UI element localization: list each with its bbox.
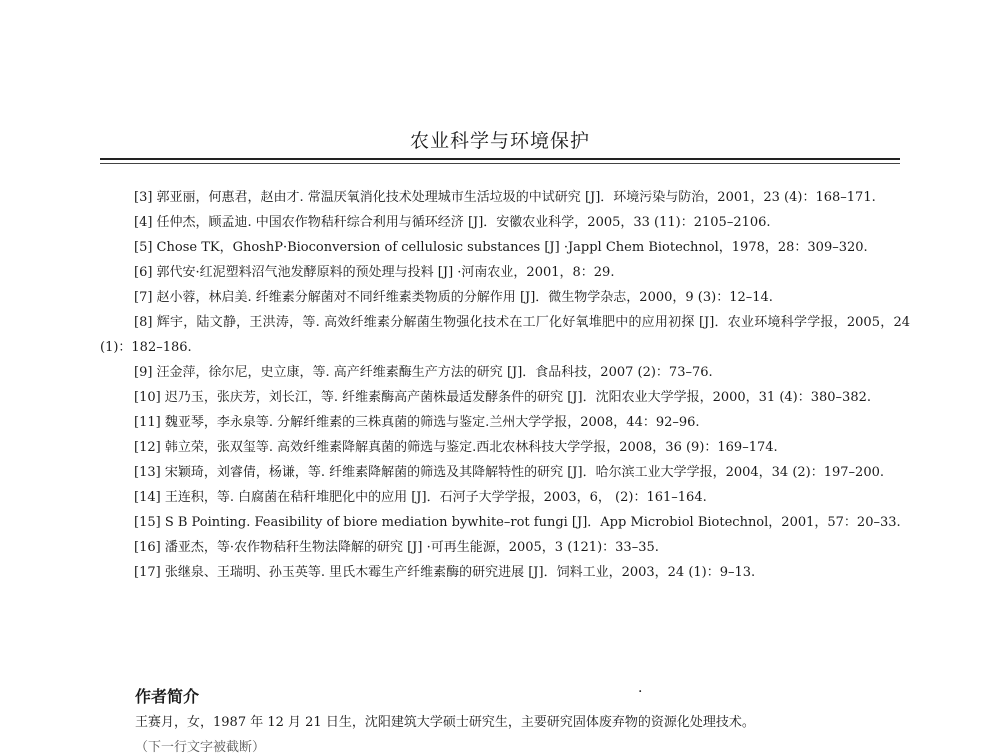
reference-item: [14] 王连积，等. 白腐菌在秸秆堆肥化中的应用 [J]．石河子大学学报，2003，6， (2)：161–164. [134,490,707,505]
reference-item: [7] 赵小蓉，林启美. 纤维素分解菌对不同纤维素类物质的分解作用 [J]．微生物学杂志，2000，9 (3)：12–14. [134,290,773,305]
reference-item: [11] 魏亚琴，李永泉等. 分解纤维素的三株真菌的筛选与鉴定.兰州大学学报，2008，44：92–96. [134,415,700,430]
reference-item: [4] 任仲杰，顾孟迪. 中国农作物秸秆综合利用与循环经济 [J]．安徽农业科学，2005，33 (11)：2105–2106. [134,215,771,230]
page-header-title: 农业科学与环境保护 [409,130,590,152]
reference-list [100,185,910,585]
reference-item: [9] 汪金萍，徐尔尼，史立康，等. 高产纤维素酶生产方法的研究 [J]．食品科技，2007 (2)：73–76. [134,365,713,380]
reference-item: [12] 韩立荣，张双玺等. 高效纤维素降解真菌的筛选与鉴定.西北农林科技大学学报，2008，36 (9)：169–174. [134,440,778,455]
reference-item: [17] 张继泉、王瑞明、孙玉英等. 里氏木霉生产纤维素酶的研究进展 [J]．饲料工业，2003，24 (1)：9–13. [134,565,756,580]
reference-item: [10] 迟乃玉，张庆芳，刘长江，等. 纤维素酶高产菌株最适发酵条件的研究 [J]．沈阳农业大学学报，2000，31 (4)：380–382. [134,390,872,405]
header-rule-thin [100,163,900,164]
header-rule-thick [100,158,900,160]
reference-item: [13] 宋颖琦，刘睿倩，杨谦，等. 纤维素降解菌的筛选及其降解特性的研究 [J]．哈尔滨工业大学学报，2004，34 (2)：197–200. [134,465,885,480]
cutoff-text-line: （下一行文字被截断） [135,740,266,755]
author-section-title: 作者简介 [135,687,200,706]
reference-item: [6] 郭代安·红泥塑料沼气池发酵原料的预处理与投料 [J] ·河南农业，2001，8：29. [134,265,615,280]
reference-item: [15] S B Pointing. Feasibility of biore mediation bywhite–rot fungi [J]．App Microbiol Biotechnol，2001，57：20–33. [134,515,901,530]
reference-item: [8] 辉宇，陆文静，王洪涛，等. 高效纤维素分解菌生物强化技术在工厂化好氧堆肥中的应用初探 [J]．农业环境科学学报，2005，24 (1)：182–186. [100,315,910,355]
reference-item: [5] Chose TK，GhoshP·Bioconversion of cellulosic substances [J] ·Jappl Chem Biotechnol，1978，28：309–320. [134,240,868,255]
stray-dot: · [638,684,643,700]
reference-item: [3] 郭亚丽，何惠君，赵由才. 常温厌氧消化技术处理城市生活垃圾的中试研究 [J]．环境污染与防治，2001，23 (4)：168–171. [134,190,876,205]
author-bio: 王赛月，女，1987 年 12 月 21 日生，沈阳建筑大学硕士研究生，主要研究固体废弃物的资源化处理技术。 [135,715,755,730]
reference-item: [16] 潘亚杰，等·农作物秸秆生物法降解的研究 [J] ·可再生能源，2005，3 (121)：33–35. [134,540,659,555]
